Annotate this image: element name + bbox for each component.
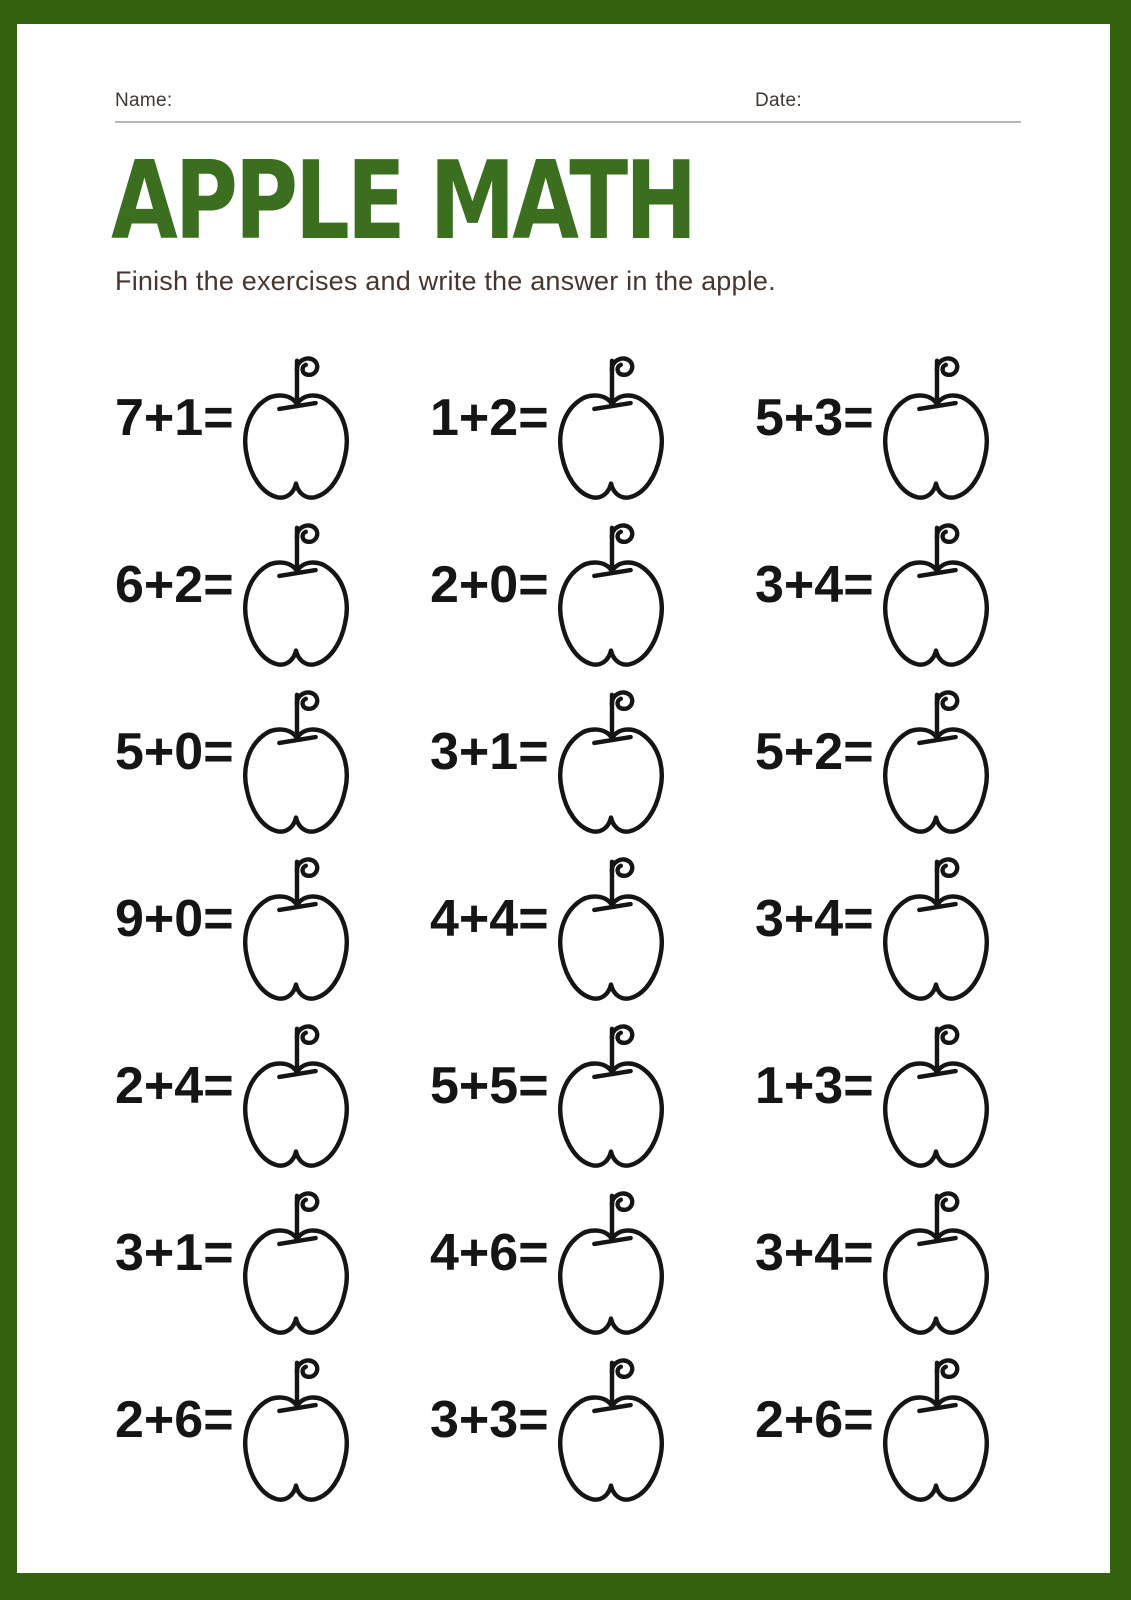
apple-icon[interactable] — [237, 852, 355, 1013]
exercise-cell — [430, 348, 755, 515]
exercise-cell — [755, 849, 1005, 1016]
apple-icon[interactable] — [877, 518, 995, 679]
exercise-cell — [115, 1016, 430, 1183]
apple-icon[interactable] — [552, 518, 670, 679]
equation-label: 2+0= — [430, 555, 549, 614]
worksheet-page — [17, 24, 1110, 1573]
exercise-cell — [755, 1183, 1005, 1350]
exercise-cell — [755, 348, 1005, 515]
exercise-cell — [115, 1183, 430, 1350]
page-title: APPLE MATH — [111, 139, 695, 264]
name-date-line — [115, 121, 1021, 123]
equation-label: 4+6= — [430, 1223, 549, 1282]
exercise-cell — [430, 1183, 755, 1350]
exercise-cell — [755, 515, 1005, 682]
exercise-cell — [115, 849, 430, 1016]
equation-label: 5+0= — [115, 722, 234, 781]
exercise-cell — [430, 1016, 755, 1183]
equation-label: 2+6= — [755, 1390, 874, 1449]
equation-label: 3+1= — [430, 722, 549, 781]
apple-icon[interactable] — [552, 685, 670, 846]
apple-icon[interactable] — [877, 1019, 995, 1180]
equation-label: 5+3= — [755, 388, 874, 447]
exercise-cell — [430, 849, 755, 1016]
equation-label: 1+3= — [755, 1056, 874, 1115]
apple-icon[interactable] — [877, 1186, 995, 1347]
equation-label: 1+2= — [430, 388, 549, 447]
equation-label: 6+2= — [115, 555, 234, 614]
date-label: Date: — [755, 90, 802, 111]
equation-label: 3+4= — [755, 889, 874, 948]
apple-icon[interactable] — [237, 1186, 355, 1347]
equation-label: 2+4= — [115, 1056, 234, 1115]
exercise-cell — [115, 348, 430, 515]
exercise-cell — [115, 682, 430, 849]
apple-icon[interactable] — [237, 1353, 355, 1514]
exercise-cell — [430, 515, 755, 682]
apple-icon[interactable] — [237, 685, 355, 846]
apple-icon[interactable] — [552, 852, 670, 1013]
exercise-cell — [115, 515, 430, 682]
exercise-cell — [755, 682, 1005, 849]
exercise-cell — [115, 1350, 430, 1517]
apple-icon[interactable] — [237, 518, 355, 679]
equation-label: 9+0= — [115, 889, 234, 948]
exercise-cell — [755, 1350, 1005, 1517]
equation-label: 2+6= — [115, 1390, 234, 1449]
equation-label: 3+1= — [115, 1223, 234, 1282]
apple-icon[interactable] — [552, 1186, 670, 1347]
apple-icon[interactable] — [552, 351, 670, 512]
equation-label: 7+1= — [115, 388, 234, 447]
exercise-grid — [115, 348, 1005, 1517]
header-row — [115, 90, 1021, 112]
equation-label: 3+3= — [430, 1390, 549, 1449]
equation-label: 4+4= — [430, 889, 549, 948]
instructions-text: Finish the exercises and write the answer in the apple. — [115, 266, 776, 296]
name-label: Name: — [115, 90, 173, 111]
apple-icon[interactable] — [877, 852, 995, 1013]
apple-icon[interactable] — [877, 351, 995, 512]
apple-icon[interactable] — [237, 1019, 355, 1180]
apple-icon[interactable] — [552, 1353, 670, 1514]
equation-label: 5+2= — [755, 722, 874, 781]
apple-icon[interactable] — [237, 351, 355, 512]
exercise-cell — [755, 1016, 1005, 1183]
apple-icon[interactable] — [877, 685, 995, 846]
equation-label: 5+5= — [430, 1056, 549, 1115]
exercise-cell — [430, 682, 755, 849]
apple-icon[interactable] — [552, 1019, 670, 1180]
apple-icon[interactable] — [877, 1353, 995, 1514]
equation-label: 3+4= — [755, 1223, 874, 1282]
equation-label: 3+4= — [755, 555, 874, 614]
exercise-cell — [430, 1350, 755, 1517]
